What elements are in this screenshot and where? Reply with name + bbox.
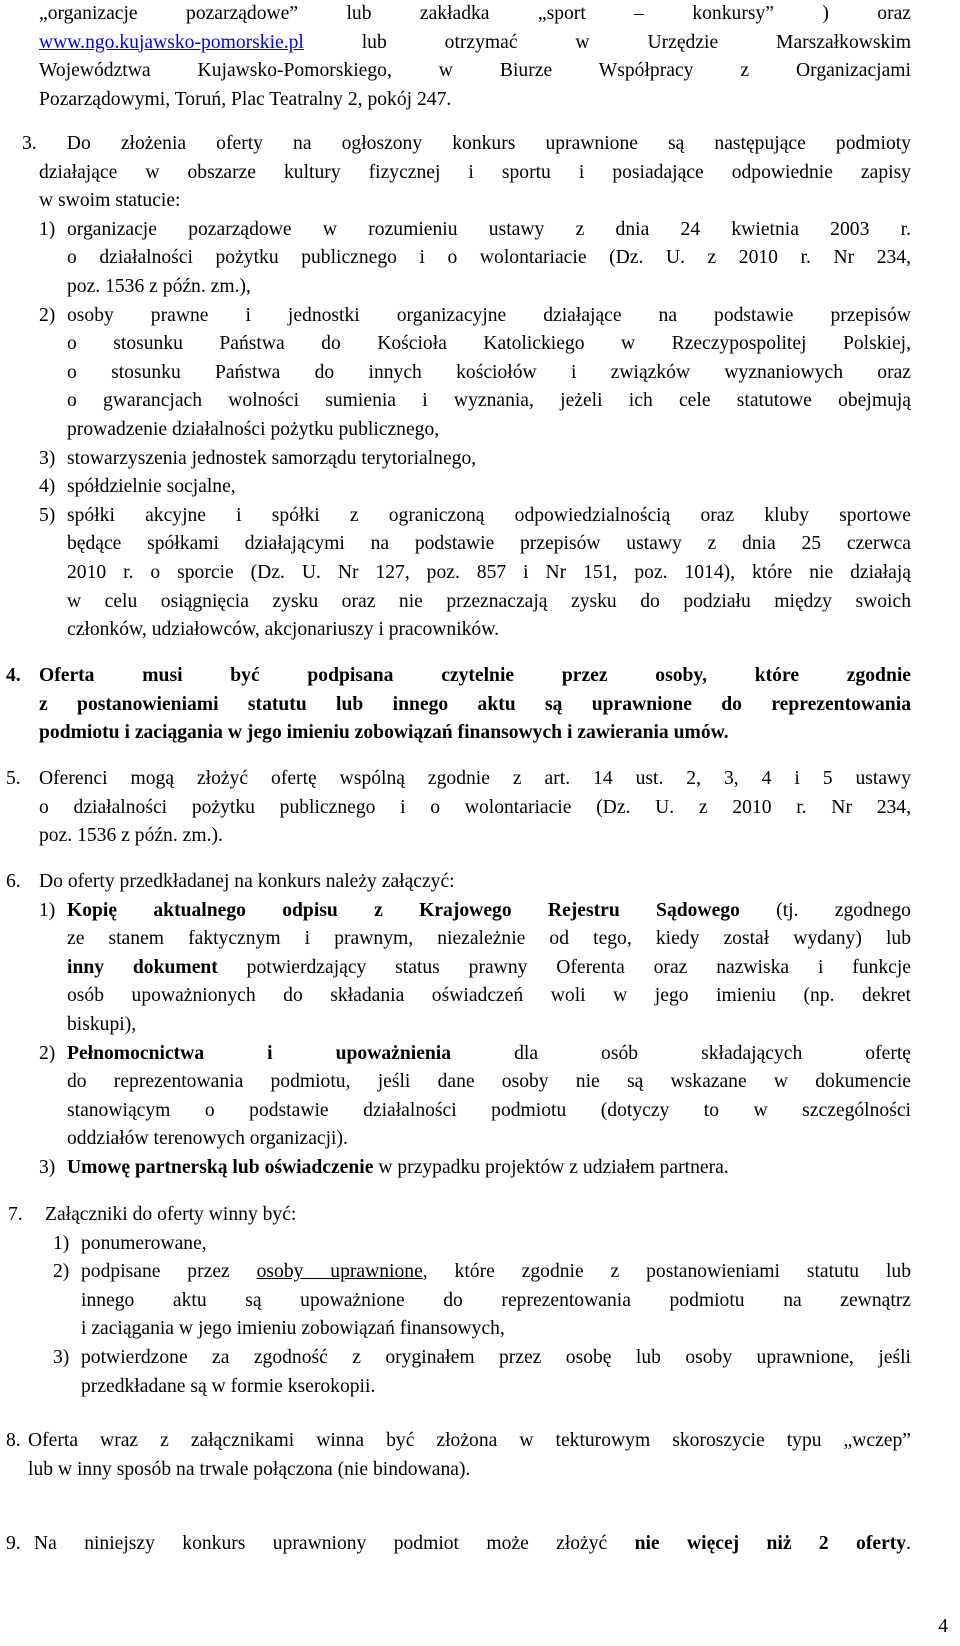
section-7-item-1 (53, 1230, 911, 1259)
section-3-item-5-line-5: członków, udziałowców, akcjonariuszy i pracowników. (67, 619, 500, 641)
section-3-item-3 (39, 445, 911, 474)
section-6-item-2-line-2: do reprezentowania podmiotu, jeśli dane osoby nie są wskazane w dokumencie (67, 1071, 911, 1093)
section-3-item-2-line-5: prowadzenie działalności pożytku publicznego, (67, 418, 440, 440)
intro-paragraph (39, 0, 911, 114)
section-3-item-2-line-2: o stosunku Państwa do Kościoła Katolickiego w Rzeczypospolitej Polskiej, (67, 333, 911, 355)
section-7-item-3-number: 3) (53, 1346, 70, 1368)
section-6-item-1-line-4: osób upoważnionych do składania oświadczeń woli w jego imieniu (np. dekret (67, 985, 911, 1007)
intro-line-3: Województwa Kujawsko-Pomorskiego, w Biurze Współpracy z Organizacjami (39, 60, 911, 82)
section-6-item-2-number: 2) (39, 1042, 56, 1064)
intro-line-4: Pozarządowymi, Toruń, Plac Teatralny 2, pokój 247. (39, 88, 452, 110)
section-7-item-3-line-2: przedkładane są w formie kserokopii. (81, 1375, 376, 1397)
section-6-item-2 (39, 1040, 911, 1154)
section-6-item-3 (39, 1154, 911, 1183)
section-6-item-1-line-1: Kopię aktualnego odpisu z Krajowego Rejestru Sądowego (tj. zgodnego (67, 899, 911, 921)
section-5 (6, 765, 911, 851)
section-3-item-1-number: 1) (39, 218, 56, 240)
section-3-item-5-line-1: spółki akcyjne i spółki z ograniczoną odpowiedzialnością oraz kluby sportowe (67, 504, 911, 526)
intro-line-2: www.ngo.kujawsko-pomorskie.pl lub otrzymać w Urzędzie Marszałkowskim (39, 31, 911, 53)
section-6-item-1 (39, 897, 911, 1040)
section-3-line-2: działające w obszarze kultury fizycznej i sportu i posiadające odpowiednie zapisy (39, 161, 911, 183)
section-3-item-1-line-2: o działalności pożytku publicznego i o wolontariacie (Dz. U. z 2010 r. Nr 234, (67, 247, 911, 269)
section-6-line-1: 6. Do oferty przedkładanej na konkurs należy załączyć: (6, 868, 911, 897)
section-3-item-5 (39, 502, 911, 645)
section-7-item-3 (53, 1344, 911, 1401)
section-7-item-1-line-1: ponumerowane, (81, 1232, 207, 1254)
section-7-item-1-number: 1) (53, 1232, 70, 1254)
section-7-number: 7. (8, 1204, 23, 1225)
section-3-item-2-line-4: o gwarancjach wolności sumienia i wyznania, jeżeli ich cele statutowe obejmują (67, 390, 911, 412)
section-7-item-3-line-1: potwierdzone za zgodność z oryginałem przez osobę lub osoby uprawnione, jeśli (81, 1346, 911, 1368)
section-7-item-2-line-3: i zaciągania w jego imieniu zobowiązań finansowych, (81, 1318, 505, 1340)
section-6-item-1-number: 1) (39, 899, 56, 921)
section-3-number: 3. (22, 133, 37, 154)
section-3-item-4-number: 4) (39, 476, 56, 498)
section-3-item-2 (39, 302, 911, 445)
section-6 (6, 868, 911, 1183)
section-3 (22, 130, 911, 645)
section-3-item-1 (39, 216, 911, 302)
section-7 (8, 1201, 911, 1401)
section-7-item-2-line-2: innego aktu są upoważnione do reprezentowania podmiotu na zewnątrz (81, 1289, 911, 1311)
section-4-line-1: 4. Oferta musi być podpisana czytelnie przez osoby, które zgodnie (6, 662, 911, 691)
section-6-item-1-line-5: biskupi), (67, 1013, 137, 1035)
section-6-item-1-line-3: inny dokument potwierdzający status prawny Oferenta oraz nazwiska i funkcje (67, 956, 911, 978)
section-6-number: 6. (6, 871, 21, 892)
section-8-number: 8. (6, 1430, 21, 1451)
section-4-line-2: z postanowieniami statutu lub innego aktu są uprawnione do reprezentowania (39, 693, 911, 715)
section-6-item-2-line-3: stanowiącym o podstawie działalności podmiotu (dotyczy to w szczególności (67, 1099, 911, 1121)
ngo-website-link[interactable]: www.ngo.kujawsko-pomorskie.pl (39, 31, 304, 53)
section-3-item-2-number: 2) (39, 304, 56, 326)
section-3-item-5-number: 5) (39, 504, 56, 526)
section-7-item-2 (53, 1258, 911, 1344)
intro-line-1: „organizacje pozarządowe” lub zakładka „sport – konkursy” ) oraz (39, 3, 911, 24)
section-9-line-1: 9. Na niniejszy konkurs uprawniony podmiot może złożyć nie więcej niż 2 oferty. (6, 1530, 911, 1559)
section-3-item-5-line-3: 2010 r. o sporcie (Dz. U. Nr 127, poz. 857 i Nr 151, poz. 1014), które nie działają (67, 561, 911, 583)
section-7-line-1: 7. Załączniki do oferty winny być: (8, 1201, 911, 1230)
section-4-line-3: podmiotu i zaciągania w jego imieniu zobowiązań finansowych i zawierania umów. (39, 722, 729, 744)
section-5-number: 5. (6, 768, 21, 789)
section-6-item-2-line-4: oddziałów terenowych organizacji). (67, 1128, 348, 1150)
section-6-item-2-line-1: Pełnomocnictwa i upoważnienia dla osób składających ofertę (67, 1042, 911, 1064)
section-3-item-5-line-4: w celu osiągnięcia zysku oraz nie przeznaczają zysku do podziału między swoich (67, 590, 911, 612)
section-3-item-1-line-3: poz. 1536 z późn. zm.), (67, 275, 251, 297)
section-3-line-3: w swoim statucie: (39, 190, 181, 212)
section-3-item-5-line-2: będące spółkami działającymi na podstawie przepisów ustawy z dnia 25 czerwca (67, 533, 911, 555)
section-3-item-3-line-1: stowarzyszenia jednostek samorządu terytorialnego, (67, 447, 477, 469)
section-3-item-2-line-3: o stosunku Państwa do innych kościołów i związków wyznaniowych oraz (67, 361, 911, 383)
section-6-item-3-number: 3) (39, 1156, 56, 1178)
section-5-line-1: 5. Oferenci mogą złożyć ofertę wspólną zgodnie z art. 14 ust. 2, 3, 4 i 5 ustawy (6, 765, 911, 794)
section-4-number: 4. (6, 665, 21, 686)
section-7-item-2-number: 2) (53, 1261, 70, 1283)
section-6-item-1-line-2: ze stanem faktycznym i prawnym, niezależnie od tego, kiedy został wydany) lub (67, 928, 911, 950)
section-3-line-1: 3. Do złożenia oferty na ogłoszony konkurs uprawnione są następujące podmioty (22, 133, 912, 154)
page-number: 4 (938, 1616, 948, 1638)
section-8 (6, 1427, 911, 1484)
section-9-number: 9. (6, 1533, 21, 1554)
section-4 (6, 662, 911, 748)
section-6-item-3-line-1: Umowę partnerską lub oświadczenie w przypadku projektów z udziałem partnera. (67, 1156, 729, 1178)
section-7-item-2-line-1: podpisane przez osoby uprawnione, które zgodnie z postanowieniami statutu lub (81, 1261, 912, 1283)
section-3-item-1-line-1: organizacje pozarządowe w rozumieniu ustawy z dnia 24 kwietnia 2003 r. (67, 218, 911, 240)
section-3-item-2-line-1: osoby prawne i jednostki organizacyjne działające na podstawie przepisów (67, 304, 911, 326)
section-5-line-3: poz. 1536 z późn. zm.). (39, 825, 223, 847)
section-3-item-4 (39, 473, 911, 502)
section-9 (6, 1530, 911, 1559)
section-5-line-2: o działalności pożytku publicznego i o wolontariacie (Dz. U. z 2010 r. Nr 234, (39, 796, 911, 818)
section-3-item-4-line-1: spółdzielnie socjalne, (67, 476, 236, 498)
section-3-item-3-number: 3) (39, 447, 56, 469)
section-8-line-1: 8. Oferta wraz z załącznikami winna być złożona w tekturowym skoroszycie typu „wczep” (6, 1427, 911, 1456)
section-3-list (39, 216, 911, 645)
section-8-line-2: lub w inny sposób na trwale połączona (nie bindowana). (28, 1458, 471, 1480)
